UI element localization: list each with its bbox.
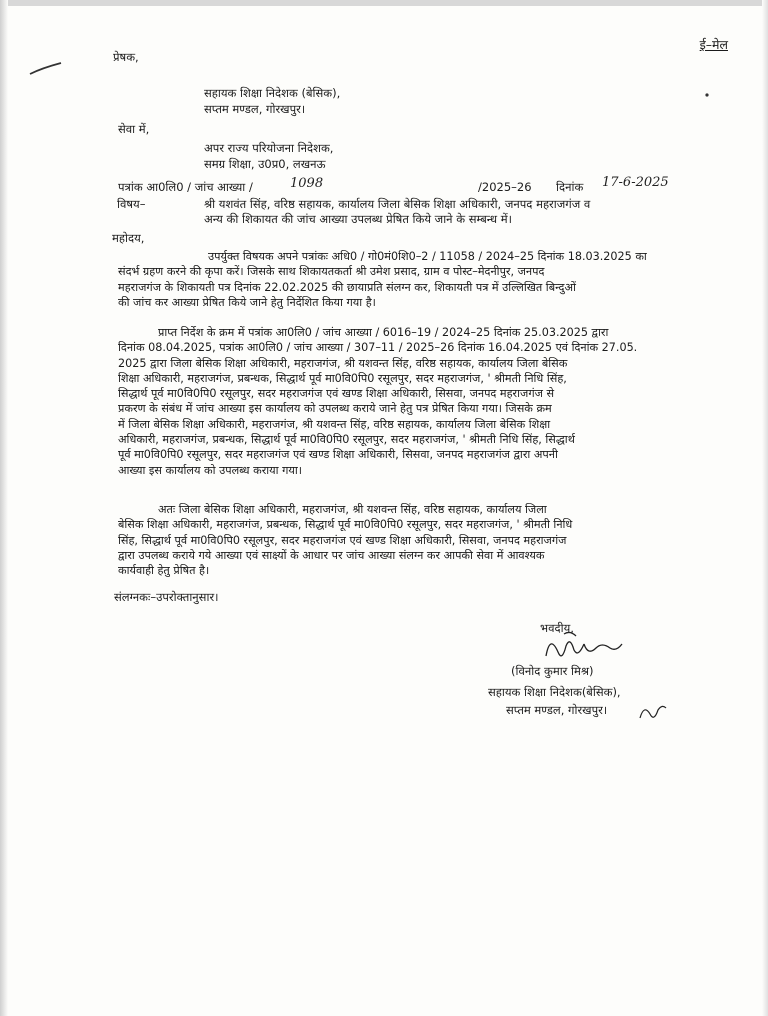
signatory-name: (विनोद कुमार मिश्र) <box>511 664 594 678</box>
paragraph-line: संदर्भ ग्रहण करने की कृपा करें। जिसके साथ शिकायतकर्ता श्री उमेश प्रसाद, ग्राम व पोस्ट–मेदनीपुर, जनपद <box>118 265 545 279</box>
closing: भवदीय, <box>540 621 574 635</box>
scan-edge-top <box>0 0 768 6</box>
sender-label: प्रेषक, <box>113 50 139 64</box>
paragraph-line: उपर्युक्त विषयक अपने पत्रांकः अधि0 / गो0मं0शि0–2 / 11058 / 2024–25 दिनांक 18.03.2025 का <box>208 250 647 263</box>
paragraph-line: आख्या इस कार्यालय को उपलब्ध कराया गया। <box>118 463 303 477</box>
subject-line-2: अन्य की शिकायत की जांच आख्या उपलब्ध प्रेषित किये जाने के सम्बन्ध में। <box>204 212 512 226</box>
paragraph-line: प्रकरण के संबंध में जांच आख्या इस कार्यालय को उपलब्ध कराये जाने हेतु पत्र प्रेषित किया गया। जिसके क्रम <box>118 402 552 416</box>
sender-designation: सहायक शिक्षा निदेशक (बेसिक), <box>204 86 341 100</box>
scan-edge-left <box>0 0 8 1016</box>
paragraph-line: अतः जिला बेसिक शिक्षा अधिकारी, महराजगंज, श्री यशवन्त सिंह, वरिष्ठ सहायक, कार्यालय जिला <box>158 503 547 516</box>
email-label: ई–मेल <box>699 37 728 52</box>
paragraph-line: द्वारा उपलब्ध कराये गये आख्या एवं साक्ष्यों के आधार पर जांच आख्या संलग्न कर आपकी सेवा में आवश्यक <box>118 548 545 562</box>
enclosure-note: संलग्नकः–उपरोक्तानुसार। <box>114 590 219 604</box>
recipient-designation: अपर राज्य परियोजना निदेशक, <box>204 141 334 155</box>
paragraph-line: की जांच कर आख्या प्रेषित किये जाने हेतु निर्देशित किया गया है। <box>118 295 376 309</box>
paragraph-line: सिद्धार्थ पूर्व मा0वि0पि0 रसूलपुर, सदर महराजगंज एवं खण्ड शिक्षा अधिकारी, सिसवा, जनपद महराजगंज से <box>118 387 555 401</box>
paragraph-line: कार्यवाही हेतु प्रेषित है। <box>118 564 210 578</box>
paragraph-line: दिनांक 08.04.2025, पत्रांक आ0लि0 / जांच आख्या / 307–11 / 2025–26 दिनांक 16.04.2025 एवं दिनांक 27.05. <box>118 341 638 355</box>
reference-number-handwritten: 1098 <box>290 176 324 191</box>
initial-scribble <box>636 700 668 724</box>
reference-prefix: पत्रांक आ0लि0 / जांच आख्या / <box>118 180 253 194</box>
paragraph-line: शिक्षा अधिकारी, महराजगंज, प्रबन्धक, सिद्धार्थ पूर्व मा0वि0पि0 रसूलपुर, सदर महराजगंज, ' श्रीमती निधि सिंह, <box>118 371 567 385</box>
dot-mark <box>704 92 710 98</box>
signatory-office: सप्तम मण्डल, गोरखपुर। <box>506 703 608 717</box>
date-handwritten: 17-6-2025 <box>602 175 669 190</box>
paragraph-line: अधिकारी, महराजगंज, प्रबन्धक, सिद्धार्थ पूर्व मा0वि0पि0 रसूलपुर, सदर महराजगंज, ' श्रीमती निधि सिंह, सिद्धार्थ <box>118 433 575 447</box>
paragraph-3 <box>118 502 730 578</box>
date-label: दिनांक <box>556 180 584 194</box>
subject-line-1: श्री यशवंत सिंह, वरिष्ठ सहायक, कार्यालय जिला बेसिक शिक्षा अधिकारी, जनपद महराजगंज व <box>204 197 591 211</box>
paragraph-line: बेसिक शिक्षा अधिकारी, महराजगंज, प्रबन्धक, सिद्धार्थ पूर्व मा0वि0पि0 रसूलपुर, सदर महराजगंज, ' श्रीमती निधि <box>118 518 573 532</box>
scan-edge-right <box>762 0 768 1016</box>
paragraph-1 <box>118 249 730 310</box>
paragraph-2 <box>118 325 730 478</box>
to-label: सेवा में, <box>118 122 150 136</box>
salutation: महोदय, <box>112 231 145 245</box>
signatory-designation: सहायक शिक्षा निदेशक(बेसिक), <box>488 685 621 699</box>
paragraph-line: सिंह, सिद्धार्थ पूर्व मा0वि0पि0 रसूलपुर, सदर महराजगंज एवं खण्ड शिक्षा अधिकारी, सिसवा, जनपद महराजगंज <box>118 533 567 547</box>
reference-year: /2025–26 <box>478 180 532 194</box>
paragraph-line: 2025 द्वारा जिला बेसिक शिक्षा अधिकारी, महराजगंज, श्री यशवन्त सिंह, वरिष्ठ सहायक, कार्यालय जिला बेसिक <box>118 356 568 370</box>
paragraph-line: महराजगंज के शिकायती पत्र दिनांक 22.02.2025 की छायाप्रति संलग्न कर, शिकायती पत्र में उल्लिखित बिन्दुओं <box>118 280 576 294</box>
recipient-office: समग्र शिक्षा, उ0प्र0, लखनऊ <box>204 157 326 171</box>
sender-office: सप्तम मण्डल, गोरखपुर। <box>204 102 306 116</box>
paragraph-line: में जिला बेसिक शिक्षा अधिकारी, महराजगंज, श्री यशवन्त सिंह, वरिष्ठ सहायक, कार्यालय जिला बेसिक शिक्षा <box>118 417 551 431</box>
subject-label: विषय– <box>117 197 146 211</box>
paragraph-line: पूर्व मा0वि0पि0 रसूलपुर, सदर महराजगंज एवं खण्ड शिक्षा अधिकारी, सिसवा, जनपद महराजगंज द्वारा अपनी <box>118 448 558 462</box>
paragraph-line: प्राप्त निर्देश के क्रम में पत्रांक आ0लि0 / जांच आख्या / 6016–19 / 2024–25 दिनांक 25.03.2025 द्वारा <box>158 326 609 339</box>
pen-stroke-mark <box>28 60 64 78</box>
